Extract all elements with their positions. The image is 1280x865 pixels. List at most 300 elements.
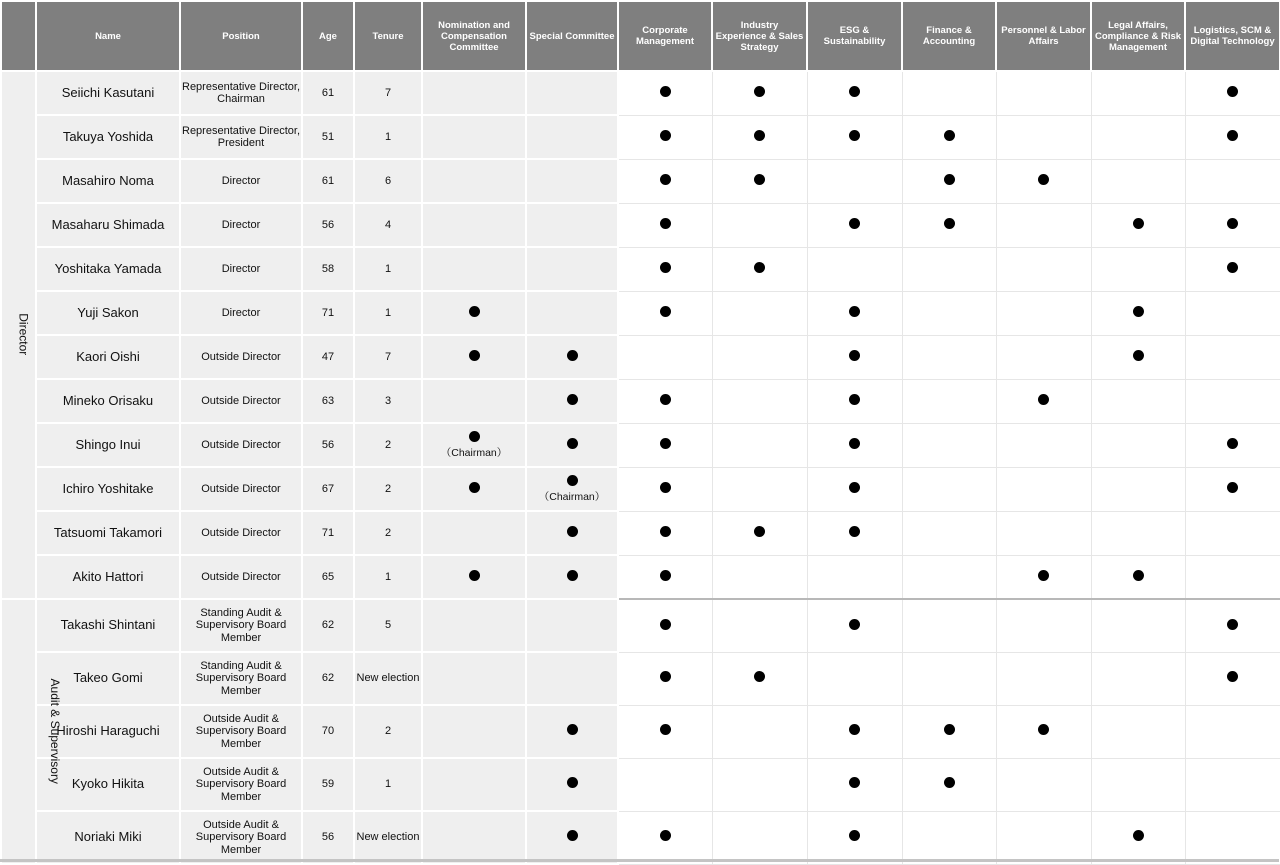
- cell-personnel: [996, 203, 1091, 247]
- member-position: Outside Director: [180, 335, 302, 379]
- member-tenure: 6: [354, 159, 422, 203]
- chairman-label: （Chairman）: [440, 447, 508, 459]
- cell-finance: [902, 203, 996, 247]
- cell-personnel: [996, 71, 1091, 115]
- cell-finance: [902, 335, 996, 379]
- mark-dot: [1227, 262, 1238, 273]
- table-row: [1, 467, 1280, 511]
- member-name: Yuji Sakon: [36, 291, 180, 335]
- mark-dot: [849, 130, 860, 141]
- mark-dot: [1038, 570, 1049, 581]
- table-row: [1, 511, 1280, 555]
- table-row: [1, 203, 1280, 247]
- table-row: [1, 115, 1280, 159]
- mark-dot: [754, 262, 765, 273]
- cell-personnel: [996, 811, 1091, 864]
- group-header: [1, 1, 36, 71]
- cell-nomination: [422, 335, 526, 379]
- cell-esg: [807, 335, 902, 379]
- mark-dot: [754, 174, 765, 185]
- mark-dot: [660, 671, 671, 682]
- mark-dot: [849, 777, 860, 788]
- cell-logistics: [1185, 115, 1280, 159]
- cell-logistics: [1185, 379, 1280, 423]
- cell-industry-experience: [712, 811, 807, 864]
- group-label-director: Director: [16, 313, 31, 356]
- member-position: Representative Director, Chairman: [180, 71, 302, 115]
- cell-corporate-management: [618, 291, 712, 335]
- group-audit-cell: [1, 599, 62, 864]
- header-name: Name: [36, 1, 180, 71]
- member-position: Outside Audit & Supervisory Board Member: [180, 705, 302, 758]
- cell-nomination: [422, 247, 526, 291]
- cell-corporate-management: [618, 555, 712, 599]
- cell-industry-experience: [712, 423, 807, 467]
- member-age: 47: [302, 335, 354, 379]
- cell-esg: [807, 555, 902, 599]
- mark-dot: [944, 174, 955, 185]
- mark-dot: [660, 218, 671, 229]
- mark-dot: [660, 262, 671, 273]
- mark-dot: [660, 570, 671, 581]
- cell-logistics: [1185, 159, 1280, 203]
- cell-personnel: [996, 247, 1091, 291]
- cell-nomination: [422, 71, 526, 115]
- mark-dot: [849, 86, 860, 97]
- member-name: Hiroshi Haraguchi: [36, 705, 180, 758]
- cell-personnel: [996, 511, 1091, 555]
- cell-logistics: [1185, 335, 1280, 379]
- cell-legal: [1091, 115, 1185, 159]
- cell-corporate-management: [618, 467, 712, 511]
- member-name: Tatsuomi Takamori: [36, 511, 180, 555]
- member-position: Standing Audit & Supervisory Board Member: [180, 652, 302, 705]
- header-industry-experience: Industry Experience & Sales Strategy: [712, 1, 807, 71]
- cell-esg: [807, 511, 902, 555]
- cell-industry-experience: [712, 159, 807, 203]
- cell-logistics: [1185, 291, 1280, 335]
- cell-finance: [902, 705, 996, 758]
- member-tenure: New election: [354, 652, 422, 705]
- header-logistics: Logistics, SCM & Digital Technology: [1185, 1, 1280, 71]
- mark-dot: [849, 218, 860, 229]
- header-age: Age: [302, 1, 354, 71]
- cell-legal: [1091, 379, 1185, 423]
- cell-nomination: [422, 811, 526, 864]
- table-body: [1, 71, 1280, 864]
- mark-dot: [1133, 830, 1144, 841]
- cell-esg: [807, 379, 902, 423]
- member-position: Director: [180, 203, 302, 247]
- cell-finance: [902, 652, 996, 705]
- table-row: [1, 555, 1280, 599]
- mark-dot: [1038, 724, 1049, 735]
- mark-dot: [660, 526, 671, 537]
- cell-personnel: [996, 291, 1091, 335]
- member-tenure: 1: [354, 115, 422, 159]
- cell-industry-experience: [712, 379, 807, 423]
- cell-corporate-management: [618, 652, 712, 705]
- member-name: Akito Hattori: [36, 555, 180, 599]
- cell-corporate-management: [618, 335, 712, 379]
- mark-dot: [849, 438, 860, 449]
- table-row: [1, 811, 1280, 864]
- member-age: 62: [302, 599, 354, 652]
- member-tenure: 1: [354, 247, 422, 291]
- member-name: Takuya Yoshida: [36, 115, 180, 159]
- cell-personnel: [996, 423, 1091, 467]
- cell-legal: [1091, 652, 1185, 705]
- cell-esg: [807, 758, 902, 811]
- cell-industry-experience: [712, 652, 807, 705]
- cell-corporate-management: [618, 247, 712, 291]
- cell-special: [526, 758, 618, 811]
- header-nomination-committee: Nomination and Compensation Committee: [422, 1, 526, 71]
- cell-personnel: [996, 115, 1091, 159]
- member-tenure: 1: [354, 555, 422, 599]
- cell-personnel: [996, 705, 1091, 758]
- cell-finance: [902, 467, 996, 511]
- member-position: Director: [180, 159, 302, 203]
- member-name: Masaharu Shimada: [36, 203, 180, 247]
- cell-legal: [1091, 335, 1185, 379]
- mark-dot: [1227, 671, 1238, 682]
- mark-dot: [567, 830, 578, 841]
- table-row: [1, 705, 1280, 758]
- member-name: Takashi Shintani: [36, 599, 180, 652]
- mark-dot: [1227, 86, 1238, 97]
- header-finance: Finance & Accounting: [902, 1, 996, 71]
- cell-special: [526, 705, 618, 758]
- cell-legal: [1091, 467, 1185, 511]
- cell-industry-experience: [712, 599, 807, 652]
- member-name: Kaori Oishi: [36, 335, 180, 379]
- cell-finance: [902, 379, 996, 423]
- cell-legal: [1091, 758, 1185, 811]
- member-position: Standing Audit & Supervisory Board Member: [180, 599, 302, 652]
- member-age: 56: [302, 811, 354, 864]
- cell-finance: [902, 511, 996, 555]
- member-tenure: 7: [354, 71, 422, 115]
- cell-industry-experience: [712, 115, 807, 159]
- member-tenure: 4: [354, 203, 422, 247]
- cell-industry-experience: [712, 71, 807, 115]
- cell-logistics: [1185, 599, 1280, 652]
- member-tenure: 3: [354, 379, 422, 423]
- mark-dot: [469, 350, 480, 361]
- table-row: [1, 423, 1280, 467]
- mark-dot: [754, 526, 765, 537]
- cell-special: [526, 423, 618, 467]
- cell-legal: [1091, 705, 1185, 758]
- header-personnel: Personnel & Labor Affairs: [996, 1, 1091, 71]
- member-age: 51: [302, 115, 354, 159]
- mark-dot: [469, 306, 480, 317]
- member-position: Director: [180, 247, 302, 291]
- mark-dot: [754, 130, 765, 141]
- cell-special: [526, 115, 618, 159]
- mark-dot: [849, 394, 860, 405]
- cell-finance: [902, 159, 996, 203]
- mark-dot: [660, 394, 671, 405]
- table-row: [1, 291, 1280, 335]
- mark-dot: [1227, 482, 1238, 493]
- cell-legal: [1091, 291, 1185, 335]
- cell-esg: [807, 423, 902, 467]
- member-position: Outside Director: [180, 555, 302, 599]
- mark-dot: [944, 724, 955, 735]
- cell-finance: [902, 758, 996, 811]
- cell-corporate-management: [618, 599, 712, 652]
- member-age: 59: [302, 758, 354, 811]
- table-row: [1, 652, 1280, 705]
- member-name: Takeo Gomi: [36, 652, 180, 705]
- cell-finance: [902, 555, 996, 599]
- mark-dot: [660, 306, 671, 317]
- mark-dot: [660, 619, 671, 630]
- mark-dot: [1038, 174, 1049, 185]
- header-position: Position: [180, 1, 302, 71]
- member-name: Masahiro Noma: [36, 159, 180, 203]
- cell-nomination: [422, 291, 526, 335]
- cell-finance: [902, 247, 996, 291]
- member-age: 71: [302, 291, 354, 335]
- cell-special: [526, 71, 618, 115]
- cell-special: [526, 203, 618, 247]
- mark-dot: [660, 482, 671, 493]
- cell-industry-experience: [712, 467, 807, 511]
- cell-personnel: [996, 379, 1091, 423]
- member-tenure: 2: [354, 705, 422, 758]
- cell-personnel: [996, 555, 1091, 599]
- mark-dot: [567, 475, 578, 486]
- cell-special: [526, 247, 618, 291]
- member-age: 62: [302, 652, 354, 705]
- cell-nomination: [422, 511, 526, 555]
- cell-personnel: [996, 599, 1091, 652]
- table-row: [1, 599, 1280, 652]
- chairman-label: （Chairman）: [538, 491, 606, 503]
- member-tenure: 2: [354, 511, 422, 555]
- cell-logistics: [1185, 705, 1280, 758]
- member-position: Outside Audit & Supervisory Board Member: [180, 811, 302, 864]
- cell-esg: [807, 291, 902, 335]
- cell-legal: [1091, 511, 1185, 555]
- mark-dot: [849, 350, 860, 361]
- member-age: 61: [302, 71, 354, 115]
- cell-nomination: [422, 652, 526, 705]
- mark-dot: [469, 482, 480, 493]
- cell-nomination: [422, 203, 526, 247]
- cell-logistics: [1185, 811, 1280, 864]
- cell-logistics: [1185, 247, 1280, 291]
- mark-dot: [567, 724, 578, 735]
- cell-esg: [807, 203, 902, 247]
- cell-special: [526, 335, 618, 379]
- mark-dot: [567, 350, 578, 361]
- cell-esg: [807, 71, 902, 115]
- cell-legal: [1091, 599, 1185, 652]
- cell-personnel: [996, 335, 1091, 379]
- member-name: Yoshitaka Yamada: [36, 247, 180, 291]
- mark-dot: [754, 671, 765, 682]
- cell-finance: [902, 811, 996, 864]
- cell-industry-experience: [712, 203, 807, 247]
- cell-finance: [902, 115, 996, 159]
- member-tenure: New election: [354, 811, 422, 864]
- member-age: 70: [302, 705, 354, 758]
- mark-dot: [849, 306, 860, 317]
- cell-nomination: [422, 159, 526, 203]
- mark-dot: [944, 218, 955, 229]
- header-row: [1, 1, 1280, 71]
- member-age: 71: [302, 511, 354, 555]
- mark-dot: [660, 830, 671, 841]
- cell-nomination: [422, 467, 526, 511]
- mark-dot: [1133, 570, 1144, 581]
- cell-esg: [807, 159, 902, 203]
- cell-special: [526, 467, 618, 511]
- member-position: Outside Audit & Supervisory Board Member: [180, 758, 302, 811]
- cell-legal: [1091, 247, 1185, 291]
- member-name: Kyoko Hikita: [36, 758, 180, 811]
- mark-dot: [1227, 438, 1238, 449]
- member-position: Outside Director: [180, 423, 302, 467]
- group-director-cell: [1, 71, 36, 599]
- mark-dot: [849, 724, 860, 735]
- mark-dot: [660, 438, 671, 449]
- member-tenure: 1: [354, 758, 422, 811]
- cell-legal: [1091, 71, 1185, 115]
- mark-dot: [1227, 619, 1238, 630]
- cell-special: [526, 652, 618, 705]
- cell-logistics: [1185, 758, 1280, 811]
- cell-logistics: [1185, 652, 1280, 705]
- mark-dot: [1133, 218, 1144, 229]
- cell-industry-experience: [712, 555, 807, 599]
- cell-special: [526, 511, 618, 555]
- member-name: Mineko Orisaku: [36, 379, 180, 423]
- mark-dot: [567, 394, 578, 405]
- member-position: Outside Director: [180, 379, 302, 423]
- table-row: [1, 379, 1280, 423]
- header-tenure: Tenure: [354, 1, 422, 71]
- cell-legal: [1091, 555, 1185, 599]
- cell-logistics: [1185, 467, 1280, 511]
- cell-esg: [807, 247, 902, 291]
- cell-finance: [902, 71, 996, 115]
- cell-corporate-management: [618, 159, 712, 203]
- cell-personnel: [996, 652, 1091, 705]
- mark-dot: [1133, 306, 1144, 317]
- table-row: [1, 758, 1280, 811]
- cell-esg: [807, 705, 902, 758]
- cell-logistics: [1185, 71, 1280, 115]
- mark-dot: [567, 526, 578, 537]
- cell-corporate-management: [618, 115, 712, 159]
- mark-dot: [660, 130, 671, 141]
- mark-dot: [849, 482, 860, 493]
- cell-esg: [807, 467, 902, 511]
- cell-esg: [807, 652, 902, 705]
- cell-logistics: [1185, 423, 1280, 467]
- cell-industry-experience: [712, 291, 807, 335]
- mark-dot: [567, 777, 578, 788]
- cell-legal: [1091, 203, 1185, 247]
- mark-dot: [660, 724, 671, 735]
- group-label-audit: Audit & Supervisory: [47, 678, 62, 784]
- member-tenure: 2: [354, 467, 422, 511]
- mark-dot: [1227, 130, 1238, 141]
- mark-dot: [1227, 218, 1238, 229]
- member-age: 65: [302, 555, 354, 599]
- cell-industry-experience: [712, 758, 807, 811]
- cell-nomination: [422, 379, 526, 423]
- cell-finance: [902, 599, 996, 652]
- cell-esg: [807, 599, 902, 652]
- cell-industry-experience: [712, 247, 807, 291]
- member-tenure: 2: [354, 423, 422, 467]
- table-row: [1, 159, 1280, 203]
- cell-nomination: [422, 758, 526, 811]
- cell-nomination: [422, 115, 526, 159]
- mark-dot: [660, 174, 671, 185]
- cell-industry-experience: [712, 705, 807, 758]
- mark-dot: [469, 570, 480, 581]
- mark-dot: [944, 777, 955, 788]
- cell-nomination: [422, 599, 526, 652]
- cell-personnel: [996, 467, 1091, 511]
- cell-corporate-management: [618, 758, 712, 811]
- table-bottom-border: [0, 859, 1279, 862]
- mark-dot: [944, 130, 955, 141]
- cell-logistics: [1185, 555, 1280, 599]
- cell-corporate-management: [618, 203, 712, 247]
- cell-corporate-management: [618, 705, 712, 758]
- cell-special: [526, 379, 618, 423]
- cell-corporate-management: [618, 379, 712, 423]
- table-row: [1, 71, 1280, 115]
- cell-corporate-management: [618, 511, 712, 555]
- header-legal: Legal Affairs, Compliance & Risk Management: [1091, 1, 1185, 71]
- mark-dot: [849, 526, 860, 537]
- member-position: Outside Director: [180, 511, 302, 555]
- member-position: Outside Director: [180, 467, 302, 511]
- cell-industry-experience: [712, 511, 807, 555]
- member-age: 67: [302, 467, 354, 511]
- cell-special: [526, 555, 618, 599]
- member-position: Representative Director, President: [180, 115, 302, 159]
- cell-nomination: [422, 555, 526, 599]
- table-row: [1, 247, 1280, 291]
- member-age: 56: [302, 203, 354, 247]
- cell-industry-experience: [712, 335, 807, 379]
- cell-logistics: [1185, 511, 1280, 555]
- member-name: Noriaki Miki: [36, 811, 180, 864]
- cell-finance: [902, 291, 996, 335]
- header-corporate-management: Corporate Management: [618, 1, 712, 71]
- mark-dot: [1133, 350, 1144, 361]
- cell-esg: [807, 811, 902, 864]
- cell-legal: [1091, 811, 1185, 864]
- member-tenure: 1: [354, 291, 422, 335]
- cell-special: [526, 811, 618, 864]
- cell-corporate-management: [618, 811, 712, 864]
- cell-corporate-management: [618, 423, 712, 467]
- cell-legal: [1091, 423, 1185, 467]
- header-esg: ESG & Sustainability: [807, 1, 902, 71]
- member-tenure: 5: [354, 599, 422, 652]
